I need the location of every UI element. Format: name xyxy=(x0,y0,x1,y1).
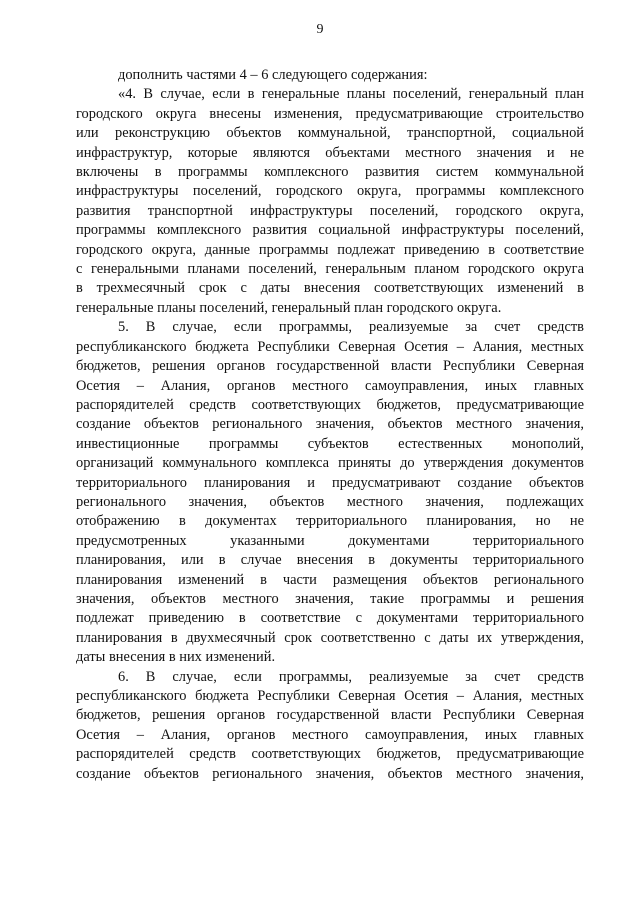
text-line: планирования в двухмесячный срок соответственно с даты их утверждения, xyxy=(76,629,584,646)
text-line: 5. В случае, если программы, реализуемые за счет средств xyxy=(118,319,584,336)
text-line: программы комплексного развития социальной инфраструктуры поселений, xyxy=(76,222,584,239)
text-line: организаций коммунального комплекса приняты до утверждения документов xyxy=(76,455,584,472)
text-line: распорядителей средств соответствующих бюджетов, предусматривающие xyxy=(76,396,584,413)
text-line: бюджетов, решения органов государственной власти Республики Северная xyxy=(76,707,584,724)
text-line: генеральные планы поселений, генеральный план городского округа. xyxy=(76,299,502,316)
text-line: распорядителей средств соответствующих бюджетов, предусматривающие xyxy=(76,746,584,763)
text-line: даты внесения в них изменений. xyxy=(76,649,276,666)
text-line: создание объектов регионального значения, объектов местного значения, xyxy=(76,765,584,782)
text-line: инфраструктуры поселений, городского округа, программы комплексного xyxy=(76,183,584,200)
text-line: в трехмесячный срок с даты внесения соответствующих изменений в xyxy=(76,280,584,297)
text-line: планирования, или в случае внесения в документы территориального xyxy=(76,552,584,569)
text-line: «4. В случае, если в генеральные планы поселений, генеральный план xyxy=(118,86,584,103)
text-line: регионального значения, объектов местного значения, подлежащих xyxy=(76,493,584,510)
text-line: предусмотренных указанными документами территориального xyxy=(76,532,584,549)
text-line: включены в программы комплексного развития систем коммунальной xyxy=(76,164,584,181)
text-line: с генеральными планами поселений, генеральным планом городского округа xyxy=(76,261,584,278)
text-line: развития транспортной инфраструктуры поселений, городского округа, xyxy=(76,202,584,219)
text-line: республиканского бюджета Республики Северная Осетия – Алания, местных xyxy=(76,688,584,704)
text-line: значения, объектов местного значения, такие программы и решения xyxy=(76,590,584,607)
text-line: планирования изменений в части размещения объектов регионального xyxy=(76,571,584,588)
text-line: инвестиционные программы субъектов естественных монополий, xyxy=(76,435,584,452)
text-line: дополнить частями 4 – 6 следующего содержания: xyxy=(118,67,428,83)
text-line: инфраструктур, которые являются объектами местного значения и не xyxy=(76,144,584,161)
text-line: или реконструкцию объектов коммунальной, транспортной, социальной xyxy=(76,125,584,142)
text-line: создание объектов регионального значения, объектов местного значения, xyxy=(76,416,584,433)
text-line: территориального планирования и предусматривают создание объектов xyxy=(76,474,584,491)
text-line: бюджетов, решения органов государственной власти Республики Северная xyxy=(76,358,584,375)
text-line: подлежат приведению в соответствие с документами территориального xyxy=(76,610,584,627)
page-number: 9 xyxy=(316,22,324,37)
text-line: отображению в документах территориального планирования, но не xyxy=(76,513,584,530)
text-line: Осетия – Алания, органов местного самоуправления, иных главных xyxy=(76,726,584,743)
text-line: 6. В случае, если программы, реализуемые за счет средств xyxy=(118,668,584,685)
document-body xyxy=(76,66,584,784)
text-line: Осетия – Алания, органов местного самоуправления, иных главных xyxy=(76,377,584,394)
text-line: городского округа внесены изменения, предусматривающие строительство xyxy=(76,105,584,122)
text-line: республиканского бюджета Республики Северная Осетия – Алания, местных xyxy=(76,338,584,355)
text-line: городского округа, данные программы подлежат приведению в соответствие xyxy=(76,241,584,258)
